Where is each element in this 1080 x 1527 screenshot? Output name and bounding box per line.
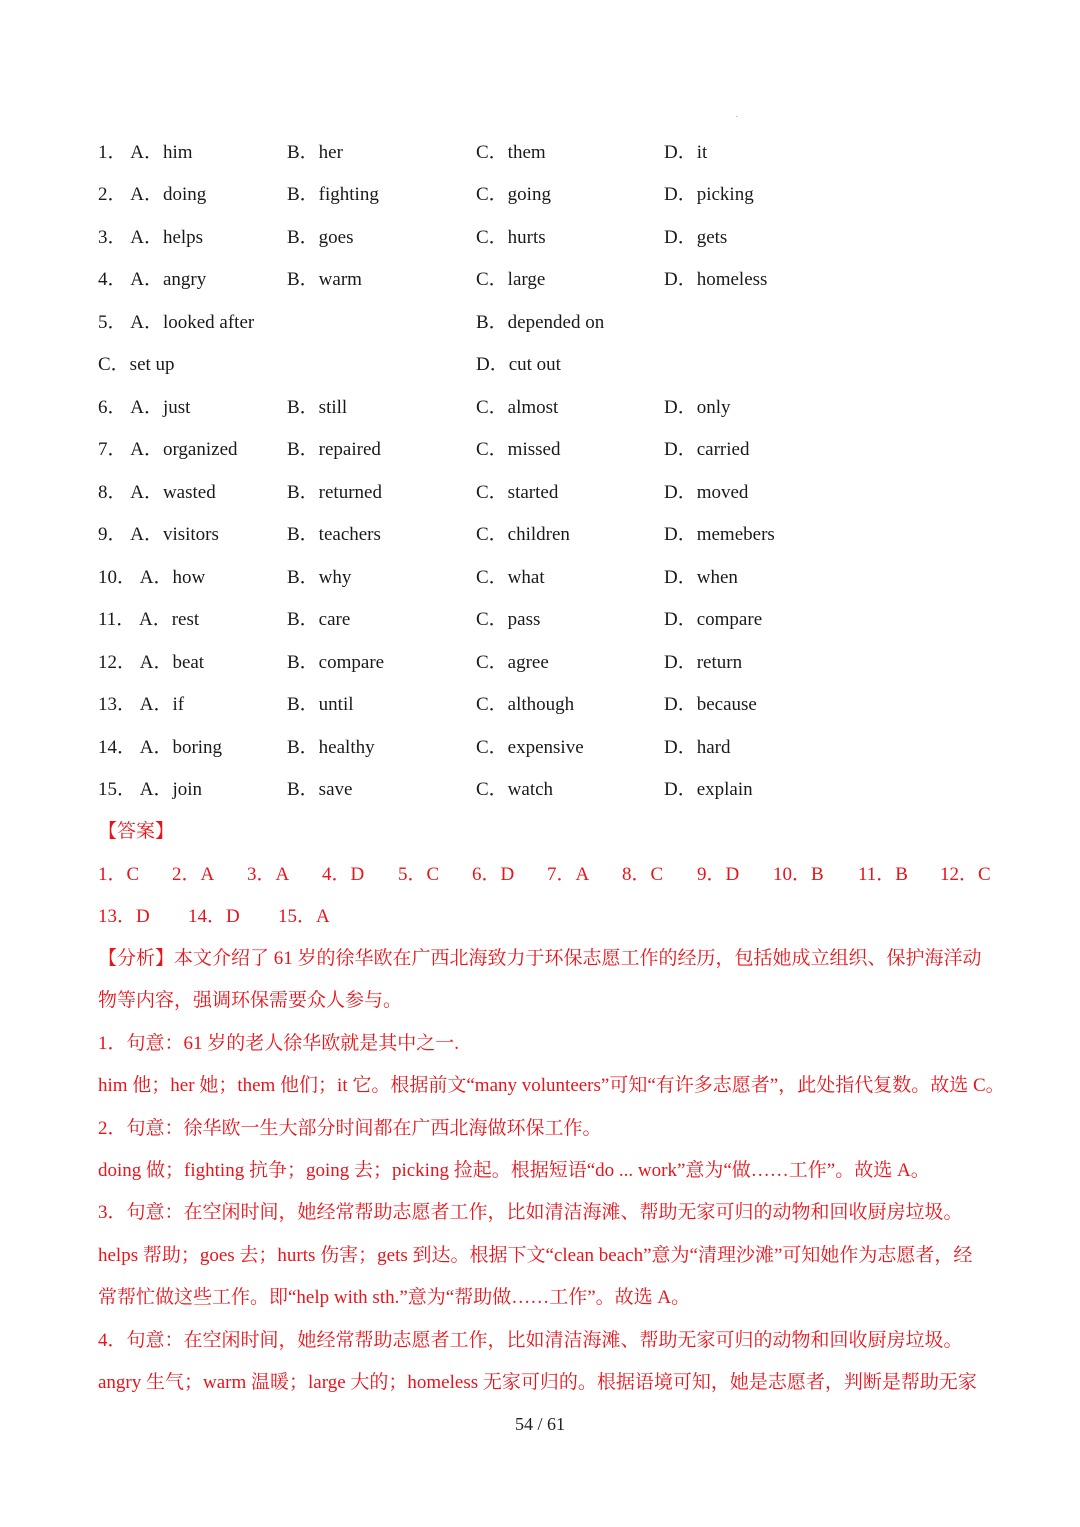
option-a: 11． A．rest (98, 609, 200, 630)
option-d: D．homeless (664, 269, 768, 290)
option-a: 5． A．looked after (98, 312, 255, 333)
answer-key (98, 862, 991, 888)
option-a: 8． A．wasted (98, 482, 216, 503)
option-c: C．children (476, 524, 570, 545)
option-c: C．set up (98, 354, 175, 375)
option-b: B．save (287, 779, 353, 800)
option-a: 12． A．beat (98, 652, 205, 673)
option-b: B．goes (287, 227, 354, 248)
option-a: 2． A．doing (98, 184, 207, 205)
answer-item: 15．A (278, 906, 330, 927)
answer-item: 13．D (98, 906, 150, 927)
option-b: B．until (287, 694, 354, 715)
explanation-line: 3．句意：在空闲时间，她经常帮助志愿者工作，比如清洁海滩、帮助无家可归的动物和回收厨房垃圾。 (98, 1202, 963, 1223)
option-c: C．hurts (476, 227, 546, 248)
answer-item: 5．C (398, 864, 440, 885)
answer-item: 8．C (622, 864, 664, 885)
option-c: C．expensive (476, 737, 584, 758)
option-d: D．only (664, 397, 731, 418)
option-d: D．memebers (664, 524, 775, 545)
option-d: D．because (664, 694, 757, 715)
option-c: C．although (476, 694, 575, 715)
option-c: C．agree (476, 652, 549, 673)
explanation-line: 常帮忙做这些工作。即“help with sth.”意为“帮助做……工作”。故选 A。 (98, 1287, 691, 1308)
answer-item: 3．A (247, 864, 290, 885)
option-d: D．return (664, 652, 743, 673)
page-mark (736, 116, 738, 117)
option-a: 13． A．if (98, 694, 185, 715)
answer-item: 12．C (940, 864, 991, 885)
answer-item: 7．A (547, 864, 590, 885)
option-a: 9． A．visitors (98, 524, 219, 545)
option-c: C．pass (476, 609, 541, 630)
option-c: C．missed (476, 439, 561, 460)
answer-heading: 【答案】 (98, 821, 175, 842)
option-a: 1． A．him (98, 142, 193, 163)
option-c: C．started (476, 482, 559, 503)
option-c: C．watch (476, 779, 554, 800)
option-d: D．cut out (476, 354, 561, 375)
option-d: D．gets (664, 227, 728, 248)
option-b: B．returned (287, 482, 382, 503)
explanation-line: doing 做；fighting 抗争；going 去；picking 捡起。根据短语“do ... work”意为“做……工作”。故选 A。 (98, 1160, 930, 1181)
answer-item: 2．A (172, 864, 215, 885)
option-b: B．warm (287, 269, 362, 290)
option-a: 4． A．angry (98, 269, 207, 290)
option-b: B．fighting (287, 184, 379, 205)
option-b: B．why (287, 567, 352, 588)
option-b: B．repaired (287, 439, 381, 460)
option-d: D．picking (664, 184, 754, 205)
explanation-line: 2．句意：徐华欧一生大部分时间都在广西北海做环保工作。 (98, 1118, 602, 1139)
explanation-line: him 他；her 她；them 他们；it 它。根据前文“many volunteers”可知“有许多志愿者”，此处指代复数。故选 C。 (98, 1075, 1005, 1096)
option-b: B．care (287, 609, 351, 630)
answer-item: 10．B (773, 864, 824, 885)
answer-item: 6．D (472, 864, 515, 885)
explanation-line: 4．句意：在空闲时间，她经常帮助志愿者工作，比如清洁海滩、帮助无家可归的动物和回收厨房垃圾。 (98, 1330, 963, 1351)
answer-item: 1．C (98, 864, 140, 885)
option-b: B．healthy (287, 737, 375, 758)
option-a: 15． A．join (98, 779, 202, 800)
page-number: 54 / 61 (514, 1414, 565, 1434)
option-c: C．large (476, 269, 546, 290)
option-d: D．compare (664, 609, 763, 630)
option-d: D．hard (664, 737, 731, 758)
option-c: C．almost (476, 397, 559, 418)
option-a: 10． A．how (98, 567, 206, 588)
answer-key (98, 904, 398, 930)
option-d: D．when (664, 567, 738, 588)
analysis-paragraph: 【分析】本文介绍了 61 岁的徐华欧在广西北海致力于环保志愿工作的经历，包括她成立组织、保护海洋动 (98, 948, 982, 969)
option-d: D．moved (664, 482, 749, 503)
option-c: C．what (476, 567, 545, 588)
option-a: 6． A．just (98, 397, 191, 418)
analysis-paragraph: 物等内容，强调环保需要众人参与。 (98, 990, 403, 1011)
option-b: B．still (287, 397, 348, 418)
option-a: 7． A．organized (98, 439, 238, 460)
explanation-line: angry 生气；warm 温暖；large 大的；homeless 无家可归的。根据语境可知，她是志愿者，判断是帮助无家 (98, 1372, 977, 1393)
option-d: D．carried (664, 439, 750, 460)
option-a: 3． A．helps (98, 227, 204, 248)
option-b: B．depended on (476, 312, 605, 333)
answer-item: 11．B (858, 864, 908, 885)
explanation-line: helps 帮助；goes 去；hurts 伤害；gets 到达。根据下文“clean beach”意为“清理沙滩”可知她作为志愿者，经 (98, 1245, 973, 1266)
answer-item: 4．D (322, 864, 365, 885)
option-d: D．explain (664, 779, 753, 800)
option-b: B．compare (287, 652, 385, 673)
answer-item: 14．D (188, 906, 240, 927)
option-b: B．teachers (287, 524, 381, 545)
option-c: C．them (476, 142, 546, 163)
answer-item: 9．D (697, 864, 740, 885)
option-d: D．it (664, 142, 708, 163)
explanation-line: 1．句意：61 岁的老人徐华欧就是其中之一. (98, 1033, 460, 1054)
option-a: 14． A．boring (98, 737, 223, 758)
option-c: C．going (476, 184, 551, 205)
option-b: B．her (287, 142, 343, 163)
